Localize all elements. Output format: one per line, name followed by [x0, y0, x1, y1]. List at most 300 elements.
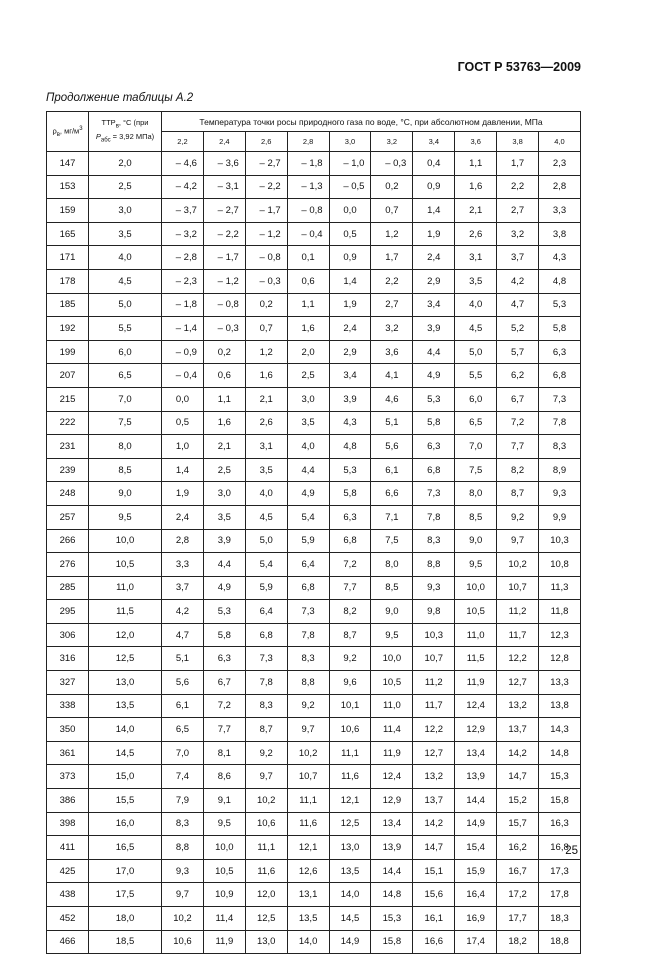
dew-point-cell: 11,0 — [371, 694, 413, 718]
concentration-cell: 153 — [47, 175, 89, 199]
dew-point-cell: 9,9 — [539, 505, 581, 529]
concentration-cell: 178 — [47, 269, 89, 293]
dew-point-cell: 7,4 — [162, 765, 204, 789]
dew-point-cell: 12,1 — [287, 836, 329, 860]
dew-point-cell: – 1,0 — [329, 152, 371, 176]
dew-point-cell: 10,8 — [539, 553, 581, 577]
dew-point-cell: 18,2 — [497, 930, 539, 954]
pressure-header-cell: 2,6 — [245, 132, 287, 152]
dew-point-cell: 13,1 — [287, 883, 329, 907]
dew-point-cell: – 0,3 — [203, 317, 245, 341]
dew-point-cell: 3,6 — [371, 340, 413, 364]
dew-point-cell: 4,4 — [203, 553, 245, 577]
ttr-cell: 11,5 — [89, 600, 162, 624]
dew-point-cell: 8,7 — [245, 718, 287, 742]
dew-point-cell: 2,2 — [497, 175, 539, 199]
table-body — [47, 152, 581, 954]
dew-point-cell: 12,7 — [413, 741, 455, 765]
table-row — [47, 789, 581, 813]
table-row — [47, 623, 581, 647]
dew-point-cell: 3,2 — [371, 317, 413, 341]
document-code: ГОСТ Р 53763—2009 — [457, 60, 581, 74]
dew-point-cell: 9,3 — [413, 576, 455, 600]
dew-point-cell: 13,2 — [413, 765, 455, 789]
ttr-cell: 12,0 — [89, 623, 162, 647]
dew-point-cell: 7,7 — [329, 576, 371, 600]
dew-point-cell: 2,7 — [497, 199, 539, 223]
dew-point-cell: 4,5 — [455, 317, 497, 341]
dew-point-cell: 5,9 — [287, 529, 329, 553]
dew-point-cell: 11,1 — [287, 789, 329, 813]
dew-point-cell: 6,5 — [455, 411, 497, 435]
concentration-cell: 338 — [47, 694, 89, 718]
dew-point-cell: 16,7 — [497, 859, 539, 883]
dew-point-cell: 7,0 — [162, 741, 204, 765]
dew-point-cell: 11,3 — [539, 576, 581, 600]
dew-point-cell: – 1,3 — [287, 175, 329, 199]
dew-point-cell: 9,6 — [329, 671, 371, 695]
dew-point-cell: 15,4 — [455, 836, 497, 860]
dew-point-cell: 7,0 — [455, 435, 497, 459]
dew-point-cell: 7,3 — [539, 387, 581, 411]
dew-point-cell: 3,5 — [287, 411, 329, 435]
dew-point-cell: 10,0 — [455, 576, 497, 600]
dew-point-cell: 13,3 — [539, 671, 581, 695]
dew-point-cell: 8,7 — [329, 623, 371, 647]
dew-point-cell: 6,7 — [497, 387, 539, 411]
dew-point-cell: 3,1 — [455, 246, 497, 270]
dew-point-cell: 5,8 — [329, 482, 371, 506]
dew-point-cell: 7,3 — [287, 600, 329, 624]
dew-point-cell: 14,5 — [329, 907, 371, 931]
pressure-header-cell: 3,0 — [329, 132, 371, 152]
dew-point-cell: 5,3 — [329, 458, 371, 482]
dew-point-cell: 8,3 — [245, 694, 287, 718]
table-row — [47, 246, 581, 270]
dew-point-cell: 0,9 — [413, 175, 455, 199]
dew-point-cell: 4,9 — [413, 364, 455, 388]
dew-point-cell: 9,3 — [539, 482, 581, 506]
dew-point-cell: 16,8 — [539, 836, 581, 860]
dew-point-cell: 8,3 — [539, 435, 581, 459]
table-row — [47, 340, 581, 364]
dew-point-cell: 8,2 — [329, 600, 371, 624]
concentration-cell: 159 — [47, 199, 89, 223]
dew-point-cell: 10,7 — [497, 576, 539, 600]
dew-point-cell: 7,5 — [455, 458, 497, 482]
dew-point-cell: 0,6 — [287, 269, 329, 293]
ttr-cell: 15,5 — [89, 789, 162, 813]
dew-point-cell: 0,0 — [329, 199, 371, 223]
dew-point-cell: 2,3 — [539, 152, 581, 176]
ttr-cell: 6,5 — [89, 364, 162, 388]
dew-point-cell: 16,6 — [413, 930, 455, 954]
dew-point-cell: 12,5 — [245, 907, 287, 931]
dew-point-cell: 6,6 — [371, 482, 413, 506]
pressure-header-cell: 3,6 — [455, 132, 497, 152]
dew-point-cell: 4,4 — [287, 458, 329, 482]
dew-point-cell: 5,8 — [539, 317, 581, 341]
dew-point-cell: 11,7 — [413, 694, 455, 718]
dew-point-cell: 5,3 — [413, 387, 455, 411]
ttr-cell: 9,5 — [89, 505, 162, 529]
dew-point-cell: 18,8 — [539, 930, 581, 954]
dew-point-cell: 1,0 — [162, 435, 204, 459]
dew-point-cell: 0,6 — [203, 364, 245, 388]
pressure-header-cell: 2,8 — [287, 132, 329, 152]
dew-point-cell: – 0,8 — [203, 293, 245, 317]
dew-point-cell: 17,3 — [539, 859, 581, 883]
concentration-cell: 361 — [47, 741, 89, 765]
dew-point-cell: 1,6 — [287, 317, 329, 341]
pressure-header-cell: 2,2 — [162, 132, 204, 152]
table-row — [47, 647, 581, 671]
table-row — [47, 529, 581, 553]
dew-point-cell: 4,3 — [539, 246, 581, 270]
dew-point-cell: 11,6 — [329, 765, 371, 789]
dew-point-cell: 10,7 — [287, 765, 329, 789]
dew-point-cell: 4,2 — [497, 269, 539, 293]
dew-point-cell: 0,7 — [371, 199, 413, 223]
table-row — [47, 435, 581, 459]
ttr-cell: 6,0 — [89, 340, 162, 364]
dew-point-cell: 9,2 — [287, 694, 329, 718]
table-row — [47, 505, 581, 529]
dew-point-cell: 9,7 — [287, 718, 329, 742]
dew-point-cell: 7,3 — [413, 482, 455, 506]
dew-point-cell: 7,7 — [497, 435, 539, 459]
dew-point-cell: 8,1 — [203, 741, 245, 765]
dew-point-cell: 15,3 — [371, 907, 413, 931]
dew-point-cell: 14,7 — [413, 836, 455, 860]
concentration-cell: 425 — [47, 859, 89, 883]
dew-point-table — [46, 111, 581, 954]
dew-point-cell: 2,1 — [203, 435, 245, 459]
concentration-cell: 350 — [47, 718, 89, 742]
dew-point-cell: 8,3 — [287, 647, 329, 671]
dew-point-cell: 10,6 — [329, 718, 371, 742]
dew-point-cell: 6,1 — [162, 694, 204, 718]
dew-point-cell: 0,2 — [371, 175, 413, 199]
pressure-header-cell: 3,8 — [497, 132, 539, 152]
dew-point-cell: 2,6 — [245, 411, 287, 435]
dew-point-cell: 2,1 — [455, 199, 497, 223]
dew-point-cell: 11,0 — [455, 623, 497, 647]
concentration-cell: 222 — [47, 411, 89, 435]
ttr-cell: 9,0 — [89, 482, 162, 506]
pressure-header-cell: 4,0 — [539, 132, 581, 152]
dew-point-cell: 2,8 — [162, 529, 204, 553]
dew-point-cell: 4,0 — [245, 482, 287, 506]
dew-point-cell: 14,2 — [497, 741, 539, 765]
dew-point-cell: 5,1 — [162, 647, 204, 671]
dew-point-cell: – 0,3 — [371, 152, 413, 176]
concentration-cell: 316 — [47, 647, 89, 671]
concentration-cell: 327 — [47, 671, 89, 695]
dew-point-cell: 0,7 — [245, 317, 287, 341]
dew-point-cell: – 1,4 — [162, 317, 204, 341]
dew-point-cell: 10,6 — [162, 930, 204, 954]
dew-point-cell: – 2,8 — [162, 246, 204, 270]
concentration-cell: 438 — [47, 883, 89, 907]
dew-point-cell: 8,0 — [371, 553, 413, 577]
dew-point-cell: 10,0 — [371, 647, 413, 671]
dew-point-cell: 12,9 — [371, 789, 413, 813]
table-row — [47, 482, 581, 506]
dew-point-cell: 16,4 — [455, 883, 497, 907]
dew-point-cell: 1,6 — [245, 364, 287, 388]
dew-point-cell: 3,9 — [413, 317, 455, 341]
dew-point-cell: 16,1 — [413, 907, 455, 931]
dew-point-cell: 6,2 — [497, 364, 539, 388]
dew-point-cell: 0,4 — [413, 152, 455, 176]
concentration-cell: 466 — [47, 930, 89, 954]
concentration-cell: 306 — [47, 623, 89, 647]
dew-point-cell: 13,5 — [329, 859, 371, 883]
dew-point-cell: 7,7 — [203, 718, 245, 742]
dew-point-cell: – 4,2 — [162, 175, 204, 199]
dew-point-cell: 9,5 — [203, 812, 245, 836]
dew-point-cell: 11,4 — [371, 718, 413, 742]
ttr-cell: 5,0 — [89, 293, 162, 317]
dew-point-cell: 4,0 — [287, 435, 329, 459]
dew-point-cell: 5,2 — [497, 317, 539, 341]
table-row — [47, 600, 581, 624]
dew-point-cell: 11,9 — [455, 671, 497, 695]
dew-point-cell: 6,8 — [245, 623, 287, 647]
dew-point-cell: 4,9 — [203, 576, 245, 600]
page-number: 25 — [565, 845, 578, 857]
dew-point-cell: 2,4 — [329, 317, 371, 341]
dew-point-cell: – 2,2 — [245, 175, 287, 199]
dew-point-cell: 17,2 — [497, 883, 539, 907]
dew-point-cell: 13,2 — [497, 694, 539, 718]
dew-point-cell: 9,7 — [245, 765, 287, 789]
dew-point-cell: 8,0 — [455, 482, 497, 506]
dew-point-cell: 10,2 — [245, 789, 287, 813]
dew-point-cell: 2,2 — [371, 269, 413, 293]
dew-point-cell: – 1,8 — [162, 293, 204, 317]
dew-point-cell: 2,9 — [329, 340, 371, 364]
concentration-cell: 285 — [47, 576, 89, 600]
dew-point-cell: – 0,4 — [162, 364, 204, 388]
dew-point-cell: 2,0 — [287, 340, 329, 364]
dew-point-cell: – 0,4 — [287, 222, 329, 246]
dew-point-cell: 11,6 — [287, 812, 329, 836]
dew-point-cell: 9,5 — [371, 623, 413, 647]
dew-point-cell: 5,8 — [203, 623, 245, 647]
dew-point-cell: 3,9 — [329, 387, 371, 411]
dew-point-cell: 8,2 — [497, 458, 539, 482]
dew-point-cell: 15,8 — [371, 930, 413, 954]
dew-point-cell: 3,9 — [203, 529, 245, 553]
concentration-cell: 231 — [47, 435, 89, 459]
concentration-cell: 373 — [47, 765, 89, 789]
dew-point-cell: 1,6 — [455, 175, 497, 199]
dew-point-cell: – 1,7 — [203, 246, 245, 270]
dew-point-cell: 8,8 — [162, 836, 204, 860]
dew-point-cell: 13,7 — [413, 789, 455, 813]
dew-point-cell: 6,1 — [371, 458, 413, 482]
dew-point-cell: 7,2 — [203, 694, 245, 718]
dew-point-cell: 8,3 — [162, 812, 204, 836]
dew-point-cell: 14,0 — [287, 930, 329, 954]
dew-point-cell: 13,9 — [371, 836, 413, 860]
dew-point-cell: 11,1 — [329, 741, 371, 765]
dew-point-cell: 1,2 — [245, 340, 287, 364]
dew-point-cell: 4,6 — [371, 387, 413, 411]
dew-point-cell: 8,6 — [203, 765, 245, 789]
dew-point-cell: 1,4 — [329, 269, 371, 293]
dew-point-cell: 0,9 — [329, 246, 371, 270]
dew-point-cell: 18,3 — [539, 907, 581, 931]
dew-point-cell: 6,4 — [287, 553, 329, 577]
ttr-cell: 17,5 — [89, 883, 162, 907]
dew-point-cell: 12,7 — [497, 671, 539, 695]
dew-point-cell: 15,1 — [413, 859, 455, 883]
dew-point-cell: 13,0 — [329, 836, 371, 860]
ttr-cell: 7,5 — [89, 411, 162, 435]
dew-point-cell: 10,2 — [497, 553, 539, 577]
dew-point-cell: 0,5 — [329, 222, 371, 246]
dew-point-cell: 10,5 — [455, 600, 497, 624]
table-row — [47, 293, 581, 317]
dew-point-cell: 14,3 — [539, 718, 581, 742]
table-row — [47, 907, 581, 931]
dew-point-cell: – 2,2 — [203, 222, 245, 246]
table-row — [47, 883, 581, 907]
dew-point-cell: 5,6 — [162, 671, 204, 695]
header-dew-point-group: Температура точки росы природного газа по воде, °С, при абсолютном давлении, МПа — [162, 112, 581, 132]
dew-point-cell: 6,8 — [287, 576, 329, 600]
dew-point-cell: 7,8 — [245, 671, 287, 695]
dew-point-cell: 11,9 — [371, 741, 413, 765]
ttr-cell: 11,0 — [89, 576, 162, 600]
dew-point-cell: 15,8 — [539, 789, 581, 813]
ttr-cell: 16,5 — [89, 836, 162, 860]
dew-point-cell: 2,5 — [287, 364, 329, 388]
ttr-cell: 2,5 — [89, 175, 162, 199]
concentration-cell: 386 — [47, 789, 89, 813]
dew-point-cell: 4,7 — [162, 623, 204, 647]
dew-point-cell: 3,0 — [287, 387, 329, 411]
dew-point-cell: 1,4 — [162, 458, 204, 482]
dew-point-cell: 0,1 — [287, 246, 329, 270]
dew-point-cell: – 2,3 — [162, 269, 204, 293]
dew-point-cell: 5,6 — [371, 435, 413, 459]
dew-point-cell: – 0,5 — [329, 175, 371, 199]
table-row — [47, 199, 581, 223]
dew-point-cell: 7,3 — [245, 647, 287, 671]
ttr-cell: 13,0 — [89, 671, 162, 695]
dew-point-cell: 8,8 — [413, 553, 455, 577]
dew-point-cell: 10,2 — [287, 741, 329, 765]
concentration-cell: 192 — [47, 317, 89, 341]
dew-point-cell: 14,9 — [329, 930, 371, 954]
dew-point-cell: 6,7 — [203, 671, 245, 695]
dew-point-cell: 1,2 — [371, 222, 413, 246]
table-row — [47, 387, 581, 411]
dew-point-cell: 2,9 — [413, 269, 455, 293]
dew-point-cell: 13,4 — [371, 812, 413, 836]
dew-point-cell: 4,5 — [245, 505, 287, 529]
table-row — [47, 222, 581, 246]
dew-point-cell: 2,5 — [203, 458, 245, 482]
dew-point-cell: 13,4 — [455, 741, 497, 765]
dew-point-cell: – 4,6 — [162, 152, 204, 176]
concentration-cell: 147 — [47, 152, 89, 176]
dew-point-cell: 12,2 — [413, 718, 455, 742]
dew-point-cell: 9,0 — [371, 600, 413, 624]
ttr-cell: 14,0 — [89, 718, 162, 742]
dew-point-cell: 10,9 — [203, 883, 245, 907]
dew-point-cell: 6,5 — [162, 718, 204, 742]
dew-point-cell: 3,5 — [203, 505, 245, 529]
dew-point-cell: – 3,7 — [162, 199, 204, 223]
dew-point-cell: 10,5 — [371, 671, 413, 695]
table-row — [47, 317, 581, 341]
dew-point-cell: 17,8 — [539, 883, 581, 907]
dew-point-cell: 9,7 — [497, 529, 539, 553]
dew-point-cell: 5,8 — [413, 411, 455, 435]
table-row — [47, 553, 581, 577]
dew-point-cell: 12,0 — [245, 883, 287, 907]
dew-point-cell: 3,5 — [455, 269, 497, 293]
dew-point-cell: 3,5 — [245, 458, 287, 482]
dew-point-cell: 7,2 — [497, 411, 539, 435]
table-row — [47, 576, 581, 600]
dew-point-cell: 6,3 — [539, 340, 581, 364]
dew-point-cell: – 1,8 — [287, 152, 329, 176]
dew-point-cell: 11,1 — [245, 836, 287, 860]
concentration-cell: 248 — [47, 482, 89, 506]
dew-point-cell: 12,4 — [455, 694, 497, 718]
dew-point-cell: 10,1 — [329, 694, 371, 718]
dew-point-cell: 6,0 — [455, 387, 497, 411]
dew-point-cell: 11,6 — [245, 859, 287, 883]
dew-point-cell: – 2,7 — [245, 152, 287, 176]
dew-point-cell: 9,2 — [497, 505, 539, 529]
dew-point-cell: 5,0 — [245, 529, 287, 553]
dew-point-cell: 4,3 — [329, 411, 371, 435]
dew-point-cell: 9,2 — [245, 741, 287, 765]
dew-point-cell: – 3,2 — [162, 222, 204, 246]
dew-point-cell: 14,8 — [539, 741, 581, 765]
dew-point-cell: 0,5 — [162, 411, 204, 435]
table-row — [47, 765, 581, 789]
dew-point-cell: – 3,1 — [203, 175, 245, 199]
ttr-cell: 2,0 — [89, 152, 162, 176]
table-row — [47, 694, 581, 718]
dew-point-cell: 0,2 — [203, 340, 245, 364]
dew-point-cell: 6,3 — [203, 647, 245, 671]
dew-point-cell: 3,2 — [497, 222, 539, 246]
table-row — [47, 411, 581, 435]
dew-point-cell: 17,7 — [497, 907, 539, 931]
ttr-cell: 7,0 — [89, 387, 162, 411]
dew-point-cell: 8,3 — [413, 529, 455, 553]
dew-point-cell: 10,2 — [162, 907, 204, 931]
dew-point-cell: 3,0 — [203, 482, 245, 506]
concentration-cell: 215 — [47, 387, 89, 411]
ttr-cell: 4,0 — [89, 246, 162, 270]
dew-point-cell: – 2,7 — [203, 199, 245, 223]
ttr-cell: 8,5 — [89, 458, 162, 482]
header-concentration: $\rho_в$, $мг/м^3$ — [47, 112, 89, 152]
dew-point-cell: 14,7 — [497, 765, 539, 789]
dew-point-cell: – 1,2 — [245, 222, 287, 246]
dew-point-cell: 7,5 — [371, 529, 413, 553]
